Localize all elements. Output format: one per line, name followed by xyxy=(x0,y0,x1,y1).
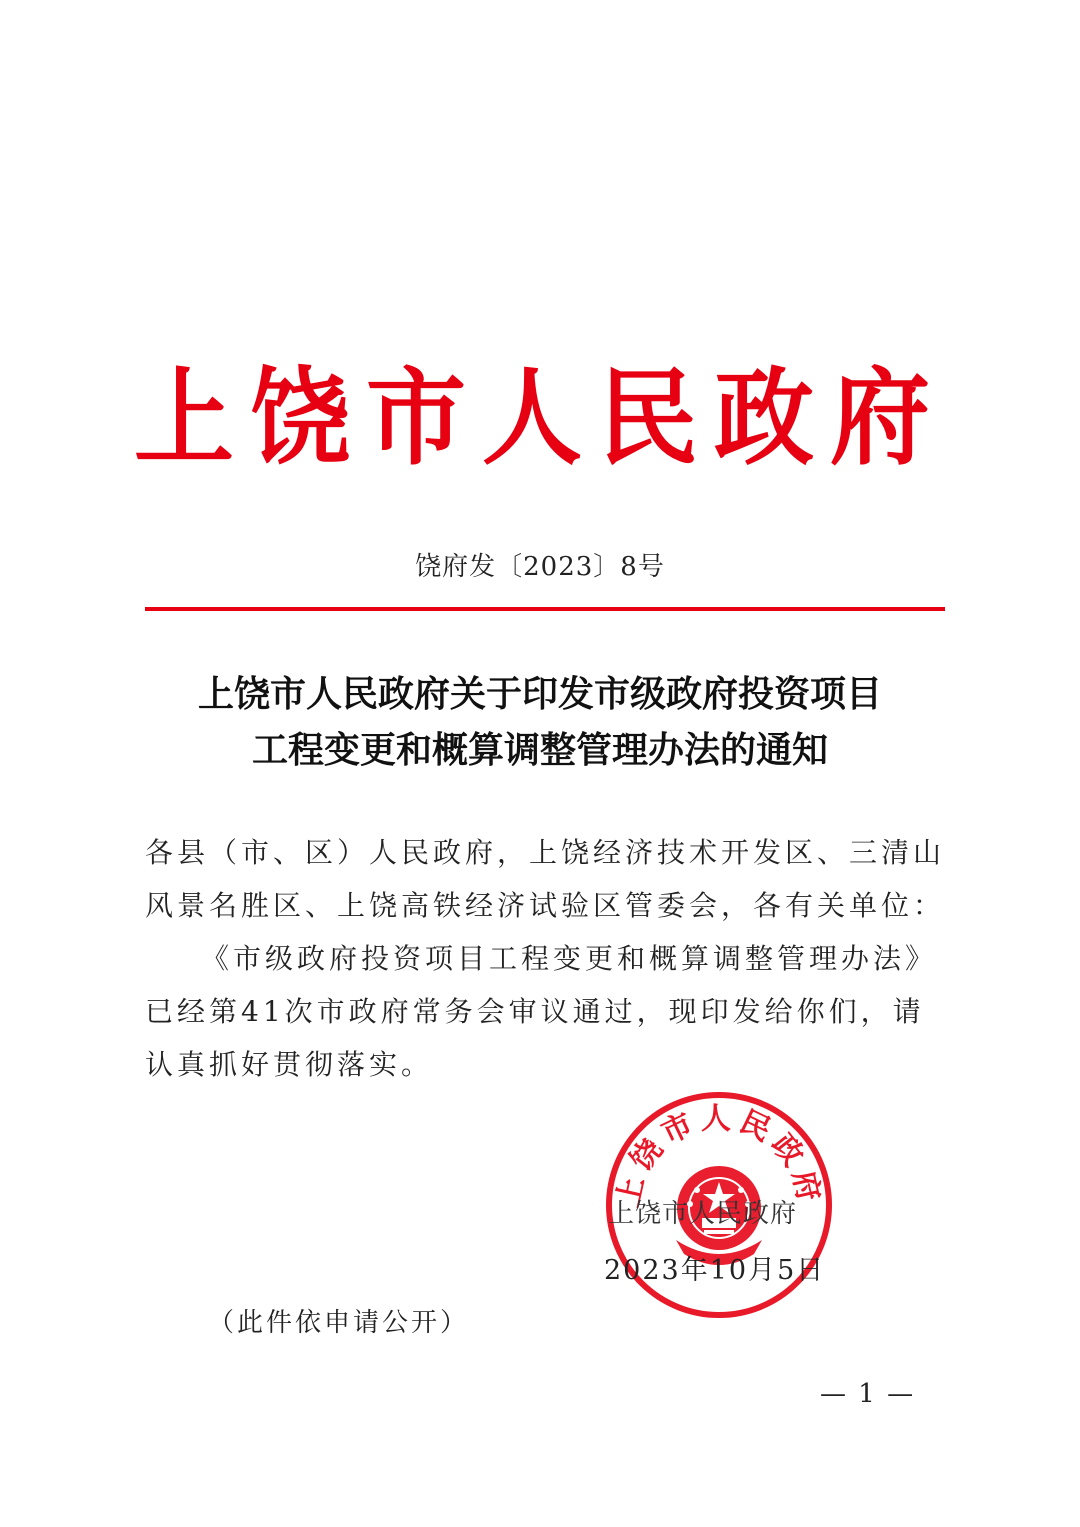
recipients-paragraph: 各县（市、区）人民政府，上饶经济技术开发区、三清山风景名胜区、上饶高铁经济试验区管委会，各有关单位： xyxy=(145,836,946,922)
disclosure-note: （此件依申请公开） xyxy=(208,1308,470,1338)
masthead-title: 上饶市人民政府 xyxy=(134,356,946,480)
page-number: — 1 — xyxy=(820,1379,916,1409)
document-title xyxy=(0,667,1080,779)
issue-date: 2023年10月5日 xyxy=(604,1255,826,1286)
document-body xyxy=(145,826,945,1091)
signature-organization: 上饶市人民政府 xyxy=(608,1199,798,1229)
title-line-2: 工程变更和概算调整管理办法的通知 xyxy=(251,730,828,771)
main-paragraph: 《市级政府投资项目工程变更和概算调整管理办法》已经第41次市政府常务会审议通过，现印发给你们，请认真抓好贯彻落实。 xyxy=(145,942,938,1081)
title-line-1: 上饶市人民政府关于印发市级政府投资项目 xyxy=(197,674,882,715)
red-divider-line xyxy=(145,607,945,611)
document-number: 饶府发〔2023〕8号 xyxy=(415,552,665,582)
svg-text:上饶市人民政府: 上饶市人民政府 xyxy=(610,1101,828,1211)
